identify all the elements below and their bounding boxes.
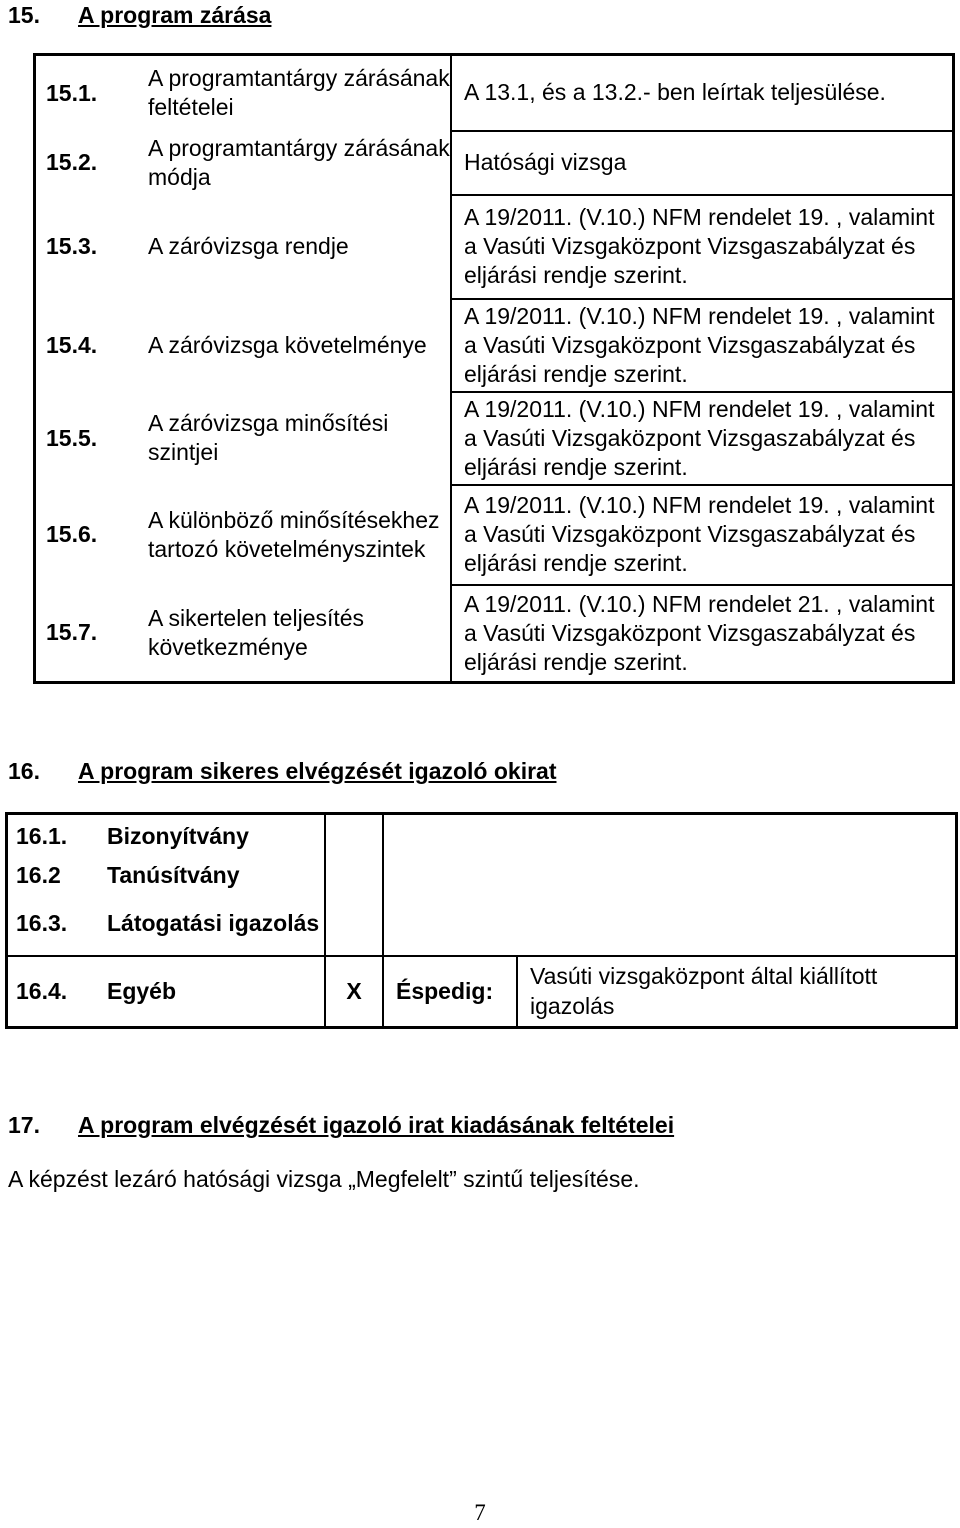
- specify-label: Éspedig:: [383, 956, 517, 1028]
- row-value: A 13.1, és a 13.2.- ben leírtak teljesülése.: [451, 55, 954, 131]
- row-value: A 19/2011. (V.10.) NFM rendelet 19. , valamint a Vasúti Vizsgaközpont Vizsgaszabályzat és eljárási rendje szerint.: [451, 195, 954, 299]
- empty-cell: [383, 892, 957, 956]
- row-number: 15.3.: [46, 233, 98, 259]
- row-number: 15.7.: [46, 619, 98, 646]
- checkbox-cell[interactable]: X: [325, 956, 383, 1028]
- row-label: Bizonyítvány: [107, 823, 249, 850]
- row-number: 15.6.: [46, 521, 98, 547]
- section-16-heading: [8, 758, 557, 784]
- empty-cell: [383, 858, 957, 892]
- table-row: [35, 131, 954, 195]
- row-label: A sikertelen teljesítés következménye: [136, 585, 451, 683]
- row-label: A záróvizsga minősítési szintjei: [136, 392, 451, 485]
- specify-value: Vasúti vizsgaközpont által kiállított igazolás: [517, 956, 957, 1028]
- page-number: 7: [474, 1500, 486, 1525]
- row-number: 16.1.: [16, 823, 68, 850]
- certificate-table: [5, 812, 958, 1029]
- table-row: [7, 858, 957, 892]
- table-row: [35, 485, 954, 585]
- table-row: [7, 892, 957, 956]
- row-value: Hatósági vizsga: [451, 131, 954, 195]
- section-number: 17.: [8, 1112, 40, 1138]
- row-number: 15.5.: [46, 424, 98, 451]
- section-15-heading: [8, 2, 271, 28]
- row-label: A záróvizsga követelménye: [136, 299, 451, 392]
- section-title: A program elvégzését igazoló irat kiadásának feltételei: [78, 1112, 675, 1138]
- section-number: 15.: [8, 2, 40, 28]
- row-value: A 19/2011. (V.10.) NFM rendelet 19. , valamint a Vasúti Vizsgaközpont Vizsgaszabályzat és eljárási rendje szerint.: [451, 392, 954, 485]
- row-number: 16.4.: [7, 956, 104, 1028]
- section-17-heading: [8, 1112, 674, 1138]
- row-number: 16.3.: [16, 910, 68, 936]
- table-row: [7, 956, 957, 1028]
- row-label: A programtantárgy zárásának módja: [136, 131, 451, 195]
- row-label: Egyéb: [103, 956, 325, 1028]
- table-row: [35, 195, 954, 299]
- checkbox-cell[interactable]: [325, 892, 383, 956]
- row-number: 15.1.: [46, 79, 98, 106]
- row-number: 15.2.: [46, 149, 98, 175]
- row-label: A programtantárgy zárásának feltételei: [136, 55, 451, 131]
- row-value: A 19/2011. (V.10.) NFM rendelet 19. , valamint a Vasúti Vizsgaközpont Vizsgaszabályzat és eljárási rendje szerint.: [451, 299, 954, 392]
- row-value: A 19/2011. (V.10.) NFM rendelet 19. , valamint a Vasúti Vizsgaközpont Vizsgaszabályzat és eljárási rendje szerint.: [451, 485, 954, 585]
- row-label: Látogatási igazolás: [107, 910, 320, 936]
- table-row: [35, 392, 954, 485]
- section-title: A program sikeres elvégzését igazoló okirat: [78, 758, 557, 784]
- program-closing-table: [33, 53, 955, 684]
- table-row: [7, 814, 957, 858]
- row-label: A különböző minősítésekhez tartozó követelményszintek: [136, 485, 451, 585]
- table-row: [35, 585, 954, 683]
- row-label: A záróvizsga rendje: [136, 195, 451, 299]
- section-number: 16.: [8, 758, 40, 784]
- row-number: 15.4.: [46, 331, 98, 358]
- table-row: [35, 299, 954, 392]
- row-label: Tanúsítvány: [107, 861, 240, 888]
- empty-cell: [383, 814, 957, 858]
- section-title: A program zárása: [78, 2, 272, 28]
- table-row: [35, 55, 954, 131]
- completion-condition-text: A képzést lezáró hatósági vizsga „Megfelelt” szintű teljesítése.: [8, 1166, 640, 1192]
- checkbox-cell[interactable]: [325, 858, 383, 892]
- row-value: A 19/2011. (V.10.) NFM rendelet 21. , valamint a Vasúti Vizsgaközpont Vizsgaszabályzat és eljárási rendje szerint.: [464, 590, 935, 675]
- row-number: 16.2: [16, 861, 61, 888]
- checkbox-cell[interactable]: [325, 814, 383, 858]
